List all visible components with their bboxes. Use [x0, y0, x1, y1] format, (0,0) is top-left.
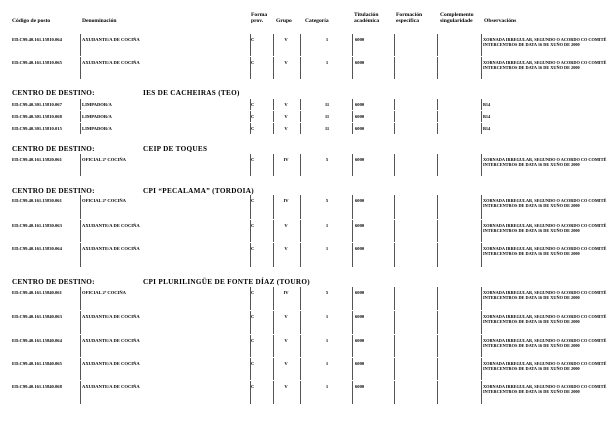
center-destination-label: CENTRO DE DESTINO:	[12, 278, 95, 286]
table-rule	[437, 195, 438, 219]
post-code: ED.C99.40.161.15830.061	[12, 198, 62, 203]
table-rule	[437, 335, 438, 357]
center-destination-name: IES DE CACHEIRAS (TEO)	[143, 89, 240, 97]
table-rule	[437, 311, 438, 334]
table-rule	[394, 99, 395, 110]
post-observations: B14	[483, 102, 491, 107]
table-rule	[481, 358, 482, 380]
post-categoria: 1	[325, 338, 329, 343]
table-rule	[273, 99, 274, 110]
post-grupo: V	[284, 102, 288, 107]
post-denomination: LIMPADOR/A	[82, 114, 112, 119]
post-denomination: AXUDANTE/A DE COCIÑA	[82, 246, 140, 251]
post-categoria: 11	[324, 126, 330, 131]
post-observations: XORNADA IRREGULAR, SEGUNDO O ACORDO CO COMITÉ INTERCENTROS DE DATA 16 DE XUÑO DE 2000	[483, 157, 607, 168]
table-rule	[300, 358, 301, 380]
header-categoria: Categoría	[305, 18, 329, 24]
post-code: ED.C99.40.161.15840.065	[12, 361, 62, 366]
post-observations: XORNADA IRREGULAR, SEGUNDO O ACORDO CO COMITÉ INTERCENTROS DE DATA 16 DE XUÑO DE 2000	[483, 384, 607, 395]
table-rule	[250, 381, 251, 404]
post-titulacion: 6000	[355, 60, 365, 65]
table-rule	[80, 34, 81, 56]
table-rule	[437, 57, 438, 79]
table-rule	[300, 287, 301, 310]
post-code: ED.C99.40.301.15810.067	[12, 102, 62, 107]
table-rule	[481, 123, 482, 134]
header-codigo: Código de posto	[12, 18, 51, 24]
table-rule	[437, 111, 438, 122]
table-rule	[481, 243, 482, 267]
table-rule	[352, 358, 353, 380]
post-observations: B14	[483, 114, 491, 119]
post-grupo: V	[284, 338, 288, 343]
post-denomination: OFICIAL 2ª COCIÑA	[82, 157, 127, 162]
center-destination-label: CENTRO DE DESTINO:	[12, 145, 95, 153]
post-forma-prov: C	[251, 198, 255, 203]
post-denomination: AXUDANTE/A DE COCIÑA	[82, 60, 140, 65]
table-rule	[437, 123, 438, 134]
table-rule	[481, 220, 482, 242]
table-rule	[352, 123, 353, 134]
table-rule	[352, 243, 353, 267]
post-denomination: OFICIAL 2ª COCIÑA	[82, 198, 127, 203]
table-rule	[273, 381, 274, 404]
table-rule	[80, 154, 81, 176]
table-rule	[352, 57, 353, 79]
table-rule	[352, 154, 353, 176]
post-code: ED.C99.40.161.15830.064	[12, 246, 62, 251]
table-rule	[437, 287, 438, 310]
post-denomination: LIMPADOR/A	[82, 102, 112, 107]
table-rule	[352, 220, 353, 242]
table-rule	[352, 99, 353, 110]
table-rule	[481, 335, 482, 357]
table-rule	[300, 243, 301, 267]
post-forma-prov: C	[251, 314, 255, 319]
table-rule	[481, 287, 482, 310]
post-code: ED.C99.40.161.15840.068	[12, 384, 62, 389]
post-categoria: 11	[324, 102, 330, 107]
post-categoria: 1	[325, 223, 329, 228]
table-rule	[394, 381, 395, 404]
header-complemento: Complemento singularidade	[440, 12, 474, 24]
table-rule	[80, 311, 81, 334]
center-destination-label: CENTRO DE DESTINO:	[12, 187, 95, 195]
post-code: ED.C99.40.301.15810.068	[12, 114, 62, 119]
table-rule	[273, 154, 274, 176]
post-titulacion: 6000	[355, 37, 365, 42]
post-observations: XORNADA IRREGULAR, SEGUNDO O ACORDO CO COMITÉ INTERCENTROS DE DATA 16 DE XUÑO DE 2000	[483, 338, 607, 349]
table-rule	[273, 123, 274, 134]
table-rule	[300, 99, 301, 110]
table-rule	[394, 287, 395, 310]
table-rule	[481, 381, 482, 404]
post-denomination: AXUDANTE/A DE COCIÑA	[82, 361, 140, 366]
post-titulacion: 6000	[355, 361, 365, 366]
post-categoria: 1	[325, 384, 329, 389]
table-rule	[300, 311, 301, 334]
table-rule	[437, 381, 438, 404]
table-rule	[437, 220, 438, 242]
post-grupo: V	[284, 37, 288, 42]
post-grupo: V	[284, 60, 288, 65]
center-destination-label: CENTRO DE DESTINO:	[12, 89, 95, 97]
table-rule	[481, 34, 482, 56]
table-rule	[394, 154, 395, 176]
post-forma-prov: C	[251, 246, 255, 251]
post-categoria: 5	[325, 290, 329, 295]
post-grupo: V	[284, 114, 288, 119]
table-rule	[80, 243, 81, 267]
post-code: ED.C99.40.161.15840.063	[12, 314, 62, 319]
table-rule	[273, 243, 274, 267]
table-rule	[250, 34, 251, 56]
post-code: ED.C99.40.161.15810.064	[12, 37, 62, 42]
post-observations: XORNADA IRREGULAR, SEGUNDO O ACORDO CO COMITÉ INTERCENTROS DE DATA 16 DE XUÑO DE 2000	[483, 37, 607, 48]
post-denomination: AXUDANTE/A DE COCIÑA	[82, 223, 140, 228]
table-rule	[352, 111, 353, 122]
post-code: ED.C99.40.161.15820.061	[12, 157, 62, 162]
post-denomination: AXUDANTE/A DE COCIÑA	[82, 384, 140, 389]
table-rule	[250, 243, 251, 267]
table-rule	[437, 358, 438, 380]
post-titulacion: 6000	[355, 384, 365, 389]
post-grupo: IV	[283, 290, 289, 295]
post-observations: XORNADA IRREGULAR, SEGUNDO O ACORDO CO COMITÉ INTERCENTROS DE DATA 16 DE XUÑO DE 2000	[483, 361, 607, 372]
table-rule	[250, 123, 251, 134]
table-rule	[481, 154, 482, 176]
table-rule	[352, 34, 353, 56]
table-rule	[437, 34, 438, 56]
post-titulacion: 6000	[355, 290, 365, 295]
post-code: ED.C99.40.161.15810.065	[12, 60, 62, 65]
post-categoria: 11	[324, 114, 330, 119]
header-formacion: Formación específica	[396, 12, 423, 24]
post-forma-prov: C	[251, 37, 255, 42]
table-rule	[394, 311, 395, 334]
post-titulacion: 6000	[355, 246, 365, 251]
table-rule	[250, 195, 251, 219]
post-forma-prov: C	[251, 361, 255, 366]
table-rule	[250, 57, 251, 79]
header-titulacion: Titulación académica	[354, 12, 380, 24]
post-titulacion: 6000	[355, 198, 365, 203]
post-code: ED.C99.40.161.15840.061	[12, 290, 62, 295]
post-grupo: IV	[283, 198, 289, 203]
table-rule	[273, 111, 274, 122]
table-rule	[394, 195, 395, 219]
post-categoria: 1	[325, 37, 329, 42]
post-forma-prov: C	[251, 114, 255, 119]
post-observations: XORNADA IRREGULAR, SEGUNDO O ACORDO CO COMITÉ INTERCENTROS DE DATA 16 DE XUÑO DE 2000	[483, 198, 607, 209]
post-titulacion: 6000	[355, 314, 365, 319]
post-categoria: 5	[325, 198, 329, 203]
post-observations: XORNADA IRREGULAR, SEGUNDO O ACORDO CO COMITÉ INTERCENTROS DE DATA 16 DE XUÑO DE 2000	[483, 246, 607, 257]
post-denomination: OFICIAL 2ª COCIÑA	[82, 290, 127, 295]
table-rule	[481, 111, 482, 122]
table-rule	[273, 34, 274, 56]
post-grupo: V	[284, 384, 288, 389]
table-rule	[394, 243, 395, 267]
table-rule	[394, 34, 395, 56]
post-denomination: AXUDANTE/A DE COCIÑA	[82, 338, 140, 343]
table-rule	[481, 57, 482, 79]
table-rule	[80, 123, 81, 134]
post-forma-prov: C	[251, 102, 255, 107]
post-grupo: V	[284, 361, 288, 366]
post-categoria: 5	[325, 157, 329, 162]
post-categoria: 1	[325, 314, 329, 319]
table-rule	[250, 99, 251, 110]
post-observations: XORNADA IRREGULAR, SEGUNDO O ACORDO CO COMITÉ INTERCENTROS DE DATA 16 DE XUÑO DE 2000	[483, 290, 607, 301]
table-rule	[437, 99, 438, 110]
table-rule	[352, 195, 353, 219]
post-forma-prov: C	[251, 126, 255, 131]
post-denomination: AXUDANTE/A DE COCIÑA	[82, 37, 140, 42]
table-rule	[80, 335, 81, 357]
table-rule	[300, 335, 301, 357]
table-rule	[300, 111, 301, 122]
post-code: ED.C99.40.161.15840.064	[12, 338, 62, 343]
post-code: ED.C99.40.301.15810.015	[12, 126, 62, 131]
table-rule	[250, 220, 251, 242]
post-forma-prov: C	[251, 384, 255, 389]
post-observations: XORNADA IRREGULAR, SEGUNDO O ACORDO CO COMITÉ INTERCENTROS DE DATA 16 DE XUÑO DE 2000	[483, 314, 607, 325]
table-rule	[250, 335, 251, 357]
post-denomination: AXUDANTE/A DE COCIÑA	[82, 314, 140, 319]
table-rule	[250, 311, 251, 334]
post-observations: XORNADA IRREGULAR, SEGUNDO O ACORDO CO COMITÉ INTERCENTROS DE DATA 16 DE XUÑO DE 2000	[483, 223, 607, 234]
post-forma-prov: C	[251, 60, 255, 65]
center-destination-name: CPI “PECALAMA” (TORDOIA)	[143, 187, 254, 195]
table-rule	[80, 99, 81, 110]
post-titulacion: 6000	[355, 157, 365, 162]
center-destination-name: CEIP DE TOQUES	[143, 145, 208, 153]
table-rule	[352, 335, 353, 357]
table-rule	[437, 243, 438, 267]
post-categoria: 1	[325, 246, 329, 251]
table-rule	[300, 195, 301, 219]
table-rule	[250, 111, 251, 122]
post-titulacion: 6000	[355, 126, 365, 131]
table-rule	[300, 220, 301, 242]
post-categoria: 1	[325, 60, 329, 65]
table-rule	[80, 195, 81, 219]
table-rule	[352, 381, 353, 404]
table-rule	[394, 123, 395, 134]
table-rule	[273, 195, 274, 219]
table-rule	[394, 335, 395, 357]
table-rule	[394, 111, 395, 122]
post-forma-prov: C	[251, 338, 255, 343]
table-rule	[80, 220, 81, 242]
table-rule	[394, 220, 395, 242]
post-titulacion: 6000	[355, 114, 365, 119]
table-rule	[250, 154, 251, 176]
table-rule	[481, 99, 482, 110]
post-titulacion: 6000	[355, 338, 365, 343]
table-rule	[481, 195, 482, 219]
table-rule	[80, 287, 81, 310]
table-rule	[273, 57, 274, 79]
table-rule	[300, 57, 301, 79]
table-rule	[394, 358, 395, 380]
table-rule	[80, 381, 81, 404]
table-rule	[80, 358, 81, 380]
header-forma-prov: Forma prov.	[251, 12, 268, 24]
post-grupo: V	[284, 126, 288, 131]
post-grupo: V	[284, 314, 288, 319]
table-rule	[273, 287, 274, 310]
table-rule	[352, 287, 353, 310]
table-rule	[250, 287, 251, 310]
table-rule	[250, 358, 251, 380]
header-grupo: Grupo	[276, 18, 292, 24]
table-rule	[300, 154, 301, 176]
table-rule	[300, 123, 301, 134]
table-rule	[273, 220, 274, 242]
table-rule	[300, 381, 301, 404]
table-rule	[394, 57, 395, 79]
header-observaciones: Observacións	[484, 18, 517, 24]
table-rule	[273, 335, 274, 357]
table-rule	[273, 311, 274, 334]
post-grupo: V	[284, 246, 288, 251]
post-forma-prov: C	[251, 223, 255, 228]
table-rule	[481, 311, 482, 334]
table-rule	[80, 57, 81, 79]
post-denomination: LIMPADOR/A	[82, 126, 112, 131]
table-rule	[437, 154, 438, 176]
table-rule	[273, 358, 274, 380]
post-forma-prov: C	[251, 290, 255, 295]
post-observations: B14	[483, 126, 491, 131]
post-grupo: V	[284, 223, 288, 228]
post-code: ED.C99.40.161.15830.063	[12, 223, 62, 228]
post-observations: XORNADA IRREGULAR, SEGUNDO O ACORDO CO COMITÉ INTERCENTROS DE DATA 16 DE XUÑO DE 2000	[483, 60, 607, 71]
header-denominacion: Denominación	[82, 18, 117, 24]
center-destination-name: CPI PLURILINGÜE DE FONTE DÍAZ (TOURO)	[143, 278, 310, 286]
post-forma-prov: C	[251, 157, 255, 162]
post-categoria: 1	[325, 361, 329, 366]
table-rule	[352, 311, 353, 334]
post-titulacion: 6000	[355, 102, 365, 107]
table-rule	[300, 34, 301, 56]
post-titulacion: 6000	[355, 223, 365, 228]
post-grupo: IV	[283, 157, 289, 162]
table-rule	[80, 111, 81, 122]
